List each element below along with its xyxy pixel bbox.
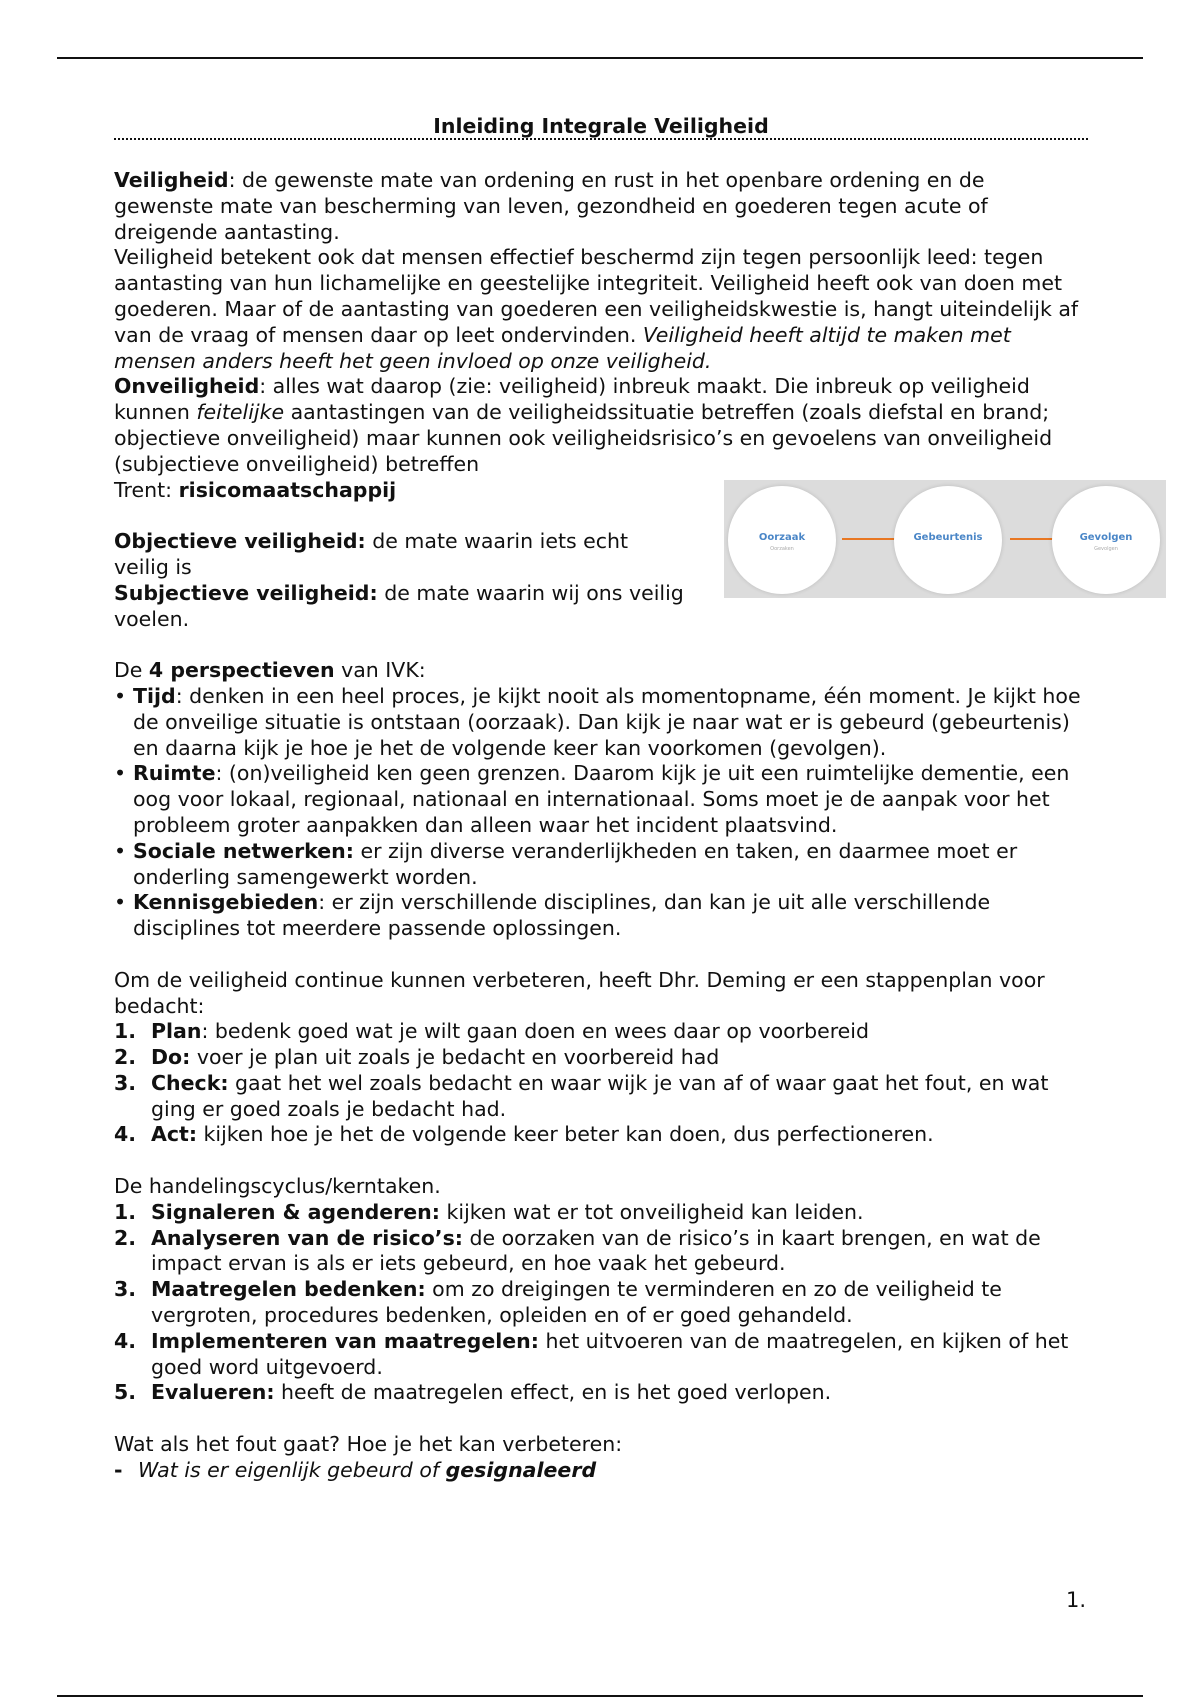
list-item: 5. Evalueren: heeft de maatregelen effect, en is het goed verlopen. <box>114 1380 832 1405</box>
document-body <box>114 168 1090 1484</box>
arrow-right-icon <box>842 538 900 540</box>
diagram-node-gebeurtenis: Gebeurtenis <box>894 486 1002 594</box>
list-item: • Tijd: denken in een heel proces, je kijkt nooit als momentopname, één moment. Je kijkt hoe de onveilige situatie is ontstaan (oorzaak). Dan kijk je naar wat er is gebeurd (gebeurtenis) en daarna kijk je hoe je het de volgende keer kan voorkomen (gevolgen). <box>114 683 1081 760</box>
bullet-icon: • <box>114 890 127 915</box>
diagram-node-gevolgen: Gevolgen Gevolgen <box>1052 486 1160 594</box>
list-item: 3. Check: gaat het wel zoals bedacht en waar wijk je van af of waar gaat het fout, en wat ging er goed zoals je bedacht had. <box>114 1070 1049 1121</box>
list-item: 1. Plan: bedenk goed wat je wilt gaan doen en wees daar op voorbereid <box>114 1019 870 1044</box>
fout-intro: Wat als het fout gaat? Hoe je het kan verbeteren: <box>114 1432 623 1457</box>
title-dotted-underline <box>114 138 1088 140</box>
onveiligheid-definition: Onveiligheid: alles wat daarop (zie: veiligheid) inbreuk maakt. Die inbreuk op veiligheid kunnen feitelijke aantastingen van de veiligheidssituatie betreffen (zoals diefstal en brand; objectieve onveiligheid) maar kunnen ook veiligheidsrisico’s en gevoelens van onveiligheid (subjectieve onveiligheid) betreffen <box>114 374 1053 476</box>
deming-list <box>114 1019 1090 1148</box>
list-item: 4. Act: kijken hoe je het de volgende keer beter kan doen, dus perfectioneren. <box>114 1122 934 1147</box>
dash-icon: - <box>114 1457 123 1482</box>
onveiligheid-term: Onveiligheid <box>114 374 260 399</box>
list-item: • Ruimte: (on)veiligheid ken geen grenzen. Daarom kijk je uit een ruimtelijke dementie, een oog voor lokaal, regionaal, nationaal en internationaal. Soms moet je de aanpak voor het probleem groter aanpakken dan alleen waar het incident plaatsvind. <box>114 761 1070 837</box>
list-item: - Wat is er eigenlijk gebeurd of gesignaleerd <box>114 1457 597 1482</box>
list-item: 3. Maatregelen bedenken: om zo dreigingen te verminderen en zo de veiligheid te vergroten, procedures bedenken, opleiden en of er goed gehandeld. <box>114 1277 1002 1328</box>
subjectieve-veiligheid: Subjectieve veiligheid: de mate waarin wij ons veilig voelen. <box>114 580 684 631</box>
page-number: 1. <box>1065 1588 1086 1612</box>
veiligheid-definition: Veiligheid: de gewenste mate van ordening en rust in het openbare ordening en de gewenste mate van bescherming van leven, gezondheid en goederen tegen acute of dreigende aantasting. <box>114 168 988 244</box>
veiligheid-term: Veiligheid <box>114 168 229 192</box>
bottom-rule <box>57 1695 1143 1697</box>
bullet-icon: • <box>114 761 127 786</box>
list-item: 2. Do: voer je plan uit zoals je bedacht en voorbereid had <box>114 1045 720 1070</box>
list-item: • Sociale netwerken: er zijn diverse veranderlijkheden en taken, en daarmee moet er onderling samengewerkt worden. <box>114 838 1018 889</box>
page-title: Inleiding Integrale Veiligheid <box>433 114 769 138</box>
cause-event-consequence-diagram <box>724 480 1166 598</box>
bullet-icon: • <box>114 838 127 863</box>
list-item: 4. Implementeren van maatregelen: het uitvoeren van de maatregelen, en kijken of het goed word uitgevoerd. <box>114 1328 1069 1379</box>
cycle-intro: De handelingscyclus/kerntaken. <box>114 1174 441 1199</box>
perspectives-list <box>114 684 1090 942</box>
list-item: • Kennisgebieden: er zijn verschillende disciplines, dan kan je uit alle verschillende disciplines tot meerdere passende oplossingen. <box>114 890 991 941</box>
perspectives-intro: De 4 perspectieven van IVK: <box>114 658 426 683</box>
cycle-list <box>114 1200 1090 1406</box>
bullet-icon: • <box>114 683 127 708</box>
trent-line: Trent: risicomaatschappij <box>114 477 397 502</box>
top-rule <box>57 57 1143 59</box>
diagram-node-oorzaak: Oorzaak Oorzaken <box>728 486 836 594</box>
objectieve-veiligheid: Objectieve veiligheid: de mate waarin iets echt veilig is <box>114 529 629 579</box>
deming-intro: Om de veiligheid continue kunnen verbeteren, heeft Dhr. Deming er een stappenplan voor bedacht: <box>114 967 1045 1018</box>
list-item: 2. Analyseren van de risico’s: de oorzaken van de risico’s in kaart brengen, en wat de impact ervan is als er iets gebeurd, en hoe vaak het gebeurd. <box>114 1225 1041 1276</box>
list-item: 1. Signaleren & agenderen: kijken wat er tot onveiligheid kan leiden. <box>114 1199 864 1224</box>
veiligheid-paragraph: Veiligheid betekent ook dat mensen effectief beschermd zijn tegen persoonlijk leed: tegen aantasting van hun lichamelijke en geestelijke integriteit. Veiligheid heeft ook van doen met goederen. Maar of de aantasting van goederen een veiligheidskwestie is, hangt uiteindelijk af van de vraag of mensen daar op leet ondervinden. Veiligheid heeft altijd te maken met mensen anders heeft het geen invloed op onze veiligheid. <box>114 245 1079 373</box>
